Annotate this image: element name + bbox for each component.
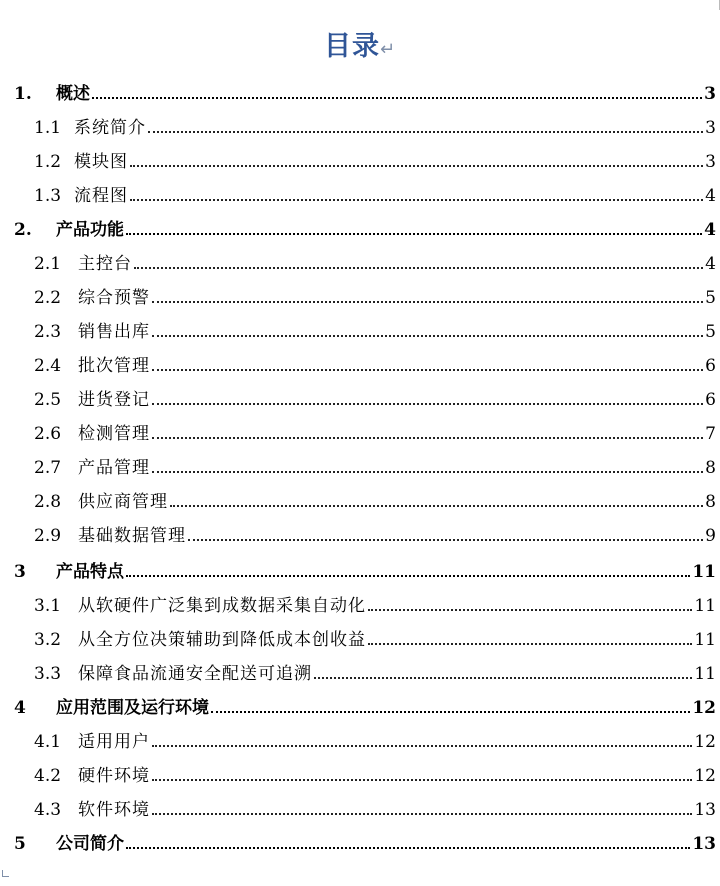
toc-entry[interactable] <box>0 74 720 104</box>
toc-entry-page: 8 <box>705 458 716 478</box>
toc-entry-number: 4.3 <box>34 800 62 820</box>
toc-entry-page: 12 <box>694 766 716 786</box>
toc-entry-number: 3 <box>14 562 26 582</box>
toc-entry-page: 7 <box>705 424 716 444</box>
toc-entry-label: 模块图 <box>74 152 128 172</box>
toc-entry-number: 2.8 <box>34 492 62 512</box>
toc-entry-page: 9 <box>705 526 716 546</box>
toc-entry-page: 3 <box>705 118 716 138</box>
toc-entry-label: 从全方位决策辅助到降低成本创收益 <box>78 630 366 650</box>
toc-entry[interactable] <box>0 722 720 752</box>
toc-entry[interactable] <box>0 346 720 376</box>
toc-entry[interactable] <box>0 620 720 650</box>
toc-entry-number: 2.6 <box>34 424 62 444</box>
toc-entry-label: 系统简介 <box>74 118 146 138</box>
toc-entry-label: 公司简介 <box>56 834 124 854</box>
toc-entry-number: 3.1 <box>34 596 62 616</box>
toc-entry[interactable] <box>0 278 720 308</box>
toc-entry[interactable] <box>0 414 720 444</box>
toc-entry-number: 5 <box>14 834 26 854</box>
toc-entry-label: 进货登记 <box>78 390 150 410</box>
toc-entry-page: 4 <box>705 186 716 206</box>
toc-entry-number: 2. <box>14 220 32 240</box>
page-corner-mark <box>2 870 9 877</box>
toc-entry-label: 基础数据管理 <box>78 526 186 546</box>
toc-entry-page: 11 <box>692 562 716 582</box>
toc-leader-dots <box>152 436 703 439</box>
toc-entry[interactable] <box>0 516 720 546</box>
toc-entry[interactable] <box>0 210 720 240</box>
toc-leader-dots <box>314 676 692 679</box>
toc-entry-label: 从软硬件广泛集到成数据采集自动化 <box>78 596 366 616</box>
toc-entry-number: 3.2 <box>34 630 62 650</box>
toc-entry[interactable] <box>0 312 720 342</box>
toc-entry-label: 流程图 <box>74 186 128 206</box>
toc-entry-page: 11 <box>694 596 716 616</box>
toc-entry-page: 11 <box>694 664 716 684</box>
toc-leader-dots <box>188 538 703 541</box>
toc-entry-number: 1.2 <box>34 152 62 172</box>
toc-leader-dots <box>130 164 703 167</box>
toc-entry-page: 11 <box>694 630 716 650</box>
toc-entry[interactable] <box>0 790 720 820</box>
toc-entry-label: 检测管理 <box>78 424 150 444</box>
toc-entry-page: 4 <box>704 220 716 240</box>
toc-entry-label: 软件环境 <box>78 800 150 820</box>
toc-leader-dots <box>126 574 690 577</box>
toc-entry-page: 3 <box>704 84 716 104</box>
toc-entry-number: 2.2 <box>34 288 62 308</box>
toc-entry-number: 2.4 <box>34 356 62 376</box>
toc-leader-dots <box>152 470 703 473</box>
toc-entry-label: 主控台 <box>78 254 132 274</box>
toc-entry-number: 2.5 <box>34 390 62 410</box>
toc-entry[interactable] <box>0 176 720 206</box>
toc-leader-dots <box>126 232 702 235</box>
toc-title-text: 目录 <box>323 31 380 62</box>
toc-entry-page: 5 <box>705 322 716 342</box>
toc-entry[interactable] <box>0 380 720 410</box>
toc-leader-dots <box>92 96 702 99</box>
toc-entry-label: 综合预警 <box>78 288 150 308</box>
toc-entry-page: 8 <box>705 492 716 512</box>
toc-entry[interactable] <box>0 824 720 854</box>
toc-entry-label: 产品特点 <box>56 562 124 582</box>
toc-entry-page: 3 <box>705 152 716 172</box>
toc-leader-dots <box>368 642 692 645</box>
toc-leader-dots <box>152 812 692 815</box>
toc-entry-number: 1.3 <box>34 186 62 206</box>
toc-entry-page: 5 <box>705 288 716 308</box>
toc-entry-label: 保障食品流通安全配送可追溯 <box>78 664 312 684</box>
toc-entry-number: 4.1 <box>34 732 62 752</box>
toc-entry-label: 适用用户 <box>78 732 150 752</box>
toc-entry[interactable] <box>0 586 720 616</box>
toc-leader-dots <box>148 130 703 133</box>
toc-leader-dots <box>152 402 703 405</box>
toc-leader-dots <box>152 334 703 337</box>
toc-entry-label: 应用范围及运行环境 <box>56 698 209 718</box>
toc-entry-label: 概述 <box>56 84 90 104</box>
toc-leader-dots <box>152 300 703 303</box>
toc-entry-number: 4.2 <box>34 766 62 786</box>
toc-entry-page: 13 <box>692 834 716 854</box>
toc-entry-page: 4 <box>705 254 716 274</box>
toc-leader-dots <box>170 504 703 507</box>
toc-leader-dots <box>211 710 690 713</box>
toc-leader-dots <box>126 846 690 849</box>
toc-leader-dots <box>152 744 692 747</box>
paragraph-return-icon: ↵ <box>379 39 397 60</box>
toc-entry-page: 12 <box>694 732 716 752</box>
toc-entry-page: 12 <box>692 698 716 718</box>
toc-leader-dots <box>368 608 692 611</box>
toc-entry-page: 6 <box>705 356 716 376</box>
toc-entry-label: 硬件环境 <box>78 766 150 786</box>
toc-entry[interactable] <box>0 448 720 478</box>
toc-entry-page: 6 <box>705 390 716 410</box>
toc-entry-number: 2.9 <box>34 526 62 546</box>
toc-entry-number: 1. <box>14 84 32 104</box>
toc-entry[interactable] <box>0 482 720 512</box>
toc-leader-dots <box>134 266 703 269</box>
toc-entry-number: 3.3 <box>34 664 62 684</box>
toc-entry[interactable] <box>0 756 720 786</box>
toc-entry-number: 2.1 <box>34 254 62 274</box>
toc-entry[interactable] <box>0 552 720 582</box>
toc-entry-number: 4 <box>14 698 26 718</box>
toc-leader-dots <box>152 368 703 371</box>
toc-entry[interactable] <box>0 654 720 684</box>
toc-entry[interactable] <box>0 108 720 138</box>
toc-title <box>0 24 720 63</box>
toc-entry[interactable] <box>0 244 720 274</box>
toc-entry-page: 13 <box>694 800 716 820</box>
toc-leader-dots <box>152 778 692 781</box>
toc-entry-number: 1.1 <box>34 118 62 138</box>
toc-leader-dots <box>130 198 703 201</box>
toc-entry-label: 销售出库 <box>78 322 150 342</box>
toc-entry-label: 供应商管理 <box>78 492 168 512</box>
toc-entry[interactable] <box>0 688 720 718</box>
toc-entry-label: 批次管理 <box>78 356 150 376</box>
toc-entry-number: 2.7 <box>34 458 62 478</box>
toc-entry[interactable] <box>0 142 720 172</box>
toc-entry-label: 产品管理 <box>78 458 150 478</box>
toc-entry-number: 2.3 <box>34 322 62 342</box>
toc-entry-label: 产品功能 <box>56 220 124 240</box>
